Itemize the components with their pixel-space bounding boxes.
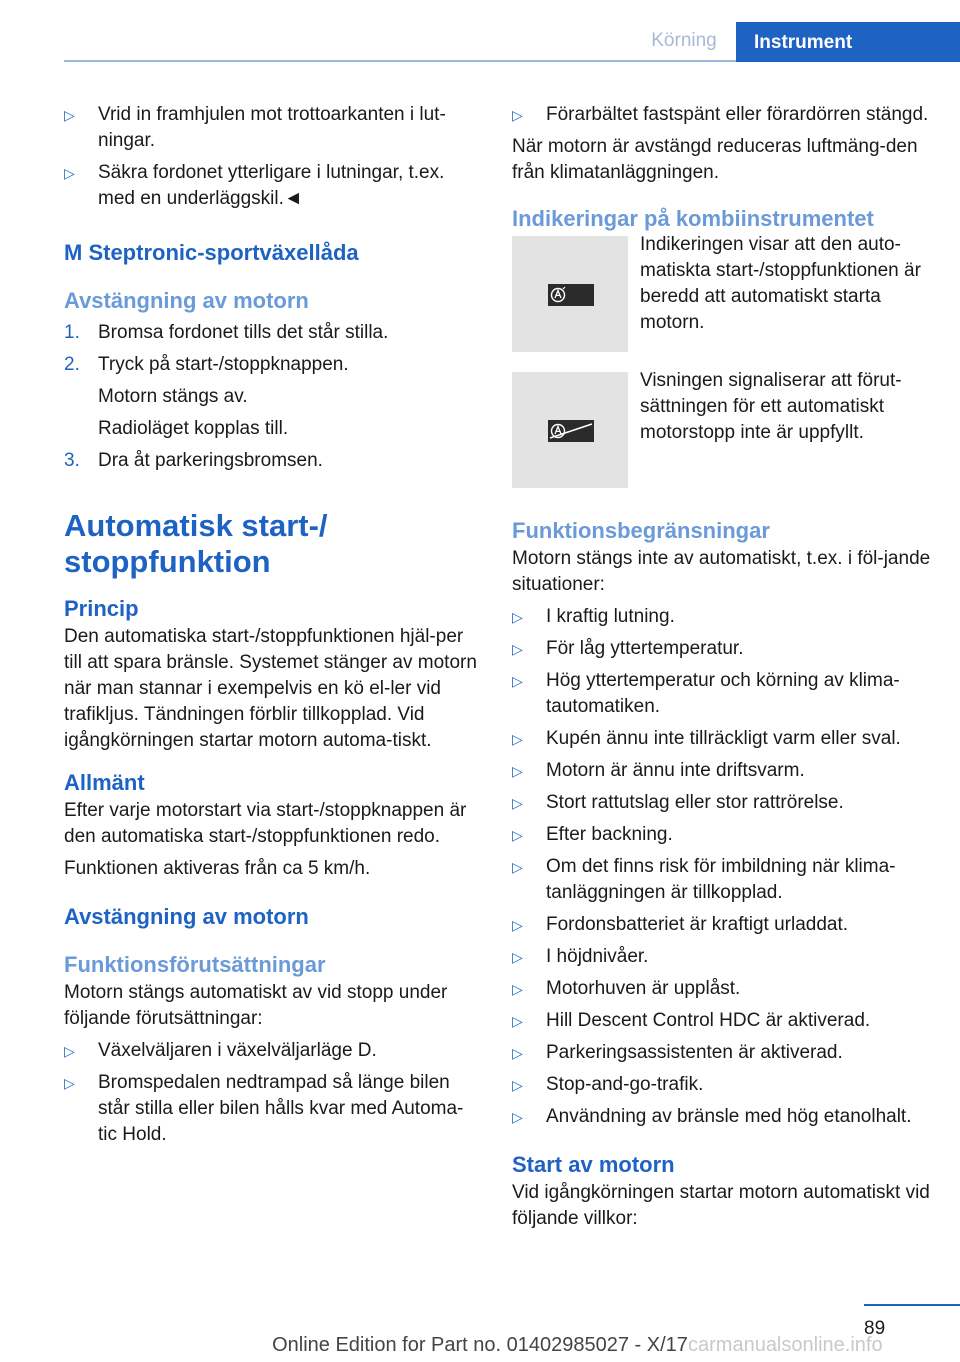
list-item: ▷ Förarbältet fastspänt eller förardörren stängd. bbox=[512, 102, 932, 128]
step-note: Radioläget kopplas till. bbox=[98, 418, 289, 439]
bullet-triangle-icon: ▷ bbox=[512, 1077, 523, 1093]
bullet-triangle-icon: ▷ bbox=[512, 673, 523, 689]
heading-allmant: Allmänt bbox=[64, 770, 145, 795]
list-item: ▷ Kupén ännu inte tillräckligt varm eller sval. bbox=[512, 726, 932, 752]
list-item: ▷ Växelväljaren i växelväljarläge D. bbox=[64, 1038, 482, 1064]
bullet-triangle-icon: ▷ bbox=[64, 1075, 75, 1091]
page-number: 89 bbox=[864, 1318, 886, 1339]
list-item: ▷ I kraftig lutning. bbox=[512, 604, 932, 630]
forut-text: Motorn stängs automatiskt av vid stopp under följande förutsättningar: bbox=[64, 982, 448, 1029]
list-item: ▷ Efter backning. bbox=[512, 822, 932, 848]
list-item: ▷ Säkra fordonet ytterligare i lutningar, t.ex. med en underläggskil.◄ bbox=[64, 162, 445, 209]
indicator-text: Indikeringen visar att den auto-matiskta start-/stoppfunktionen är beredd att automatiskt starta motorn. bbox=[640, 234, 921, 333]
heading-steptronic: M Steptronic-sportväxellåda bbox=[64, 240, 359, 265]
indicator-text: Visningen signaliserar att förut-sättningen för ett automatiskt motorstopp inte är uppfyllt. bbox=[640, 370, 902, 443]
list-item: ▷ Användning av bränsle med hög etanolhalt. bbox=[512, 1104, 932, 1130]
bullet-triangle-icon: ▷ bbox=[512, 1013, 523, 1029]
indicator-image bbox=[512, 236, 628, 352]
footer-rule bbox=[864, 1304, 960, 1306]
heading-begransningar: Funktionsbegränsningar bbox=[512, 518, 770, 543]
bullet-triangle-icon: ▷ bbox=[512, 1109, 523, 1125]
heading-forutsattningar: Funktionsförutsättningar bbox=[64, 952, 326, 977]
list-item: ▷ Vrid in framhjulen mot trottoarkanten i lut-ningar. bbox=[64, 104, 446, 151]
allmant-text: Funktionen aktiveras från ca 5 km/h. bbox=[64, 858, 371, 879]
start-stop-a-icon bbox=[548, 284, 594, 306]
main-heading: Automatisk start-/ stoppfunktion bbox=[64, 508, 328, 579]
list-item: ▷ Hög yttertemperatur och körning av klima-tautomatiken. bbox=[512, 670, 900, 717]
bullet-triangle-icon: ▷ bbox=[512, 763, 523, 779]
bullet-triangle-icon: ▷ bbox=[512, 107, 523, 123]
step-item: 1. Bromsa fordonet tills det står stilla. bbox=[64, 322, 389, 343]
heading-indikeringar: Indikeringar på kombiinstrumentet bbox=[512, 206, 874, 231]
start-stop-a-crossed-icon bbox=[548, 420, 594, 442]
right-column bbox=[512, 102, 932, 1232]
list-item: ▷ Motorhuven är upplåst. bbox=[512, 976, 932, 1002]
bullet-triangle-icon: ▷ bbox=[512, 731, 523, 747]
indicator-row bbox=[512, 236, 932, 352]
list-item: ▷ Bromspedalen nedtrampad så länge bilen står stilla eller bilen hålls kvar med Automa-tic Hold. bbox=[64, 1072, 464, 1145]
begr-text: Motorn stängs inte av automatiskt, t.ex. i föl-jande situationer: bbox=[512, 548, 931, 595]
heading-start: Start av motorn bbox=[512, 1152, 675, 1177]
left-column bbox=[64, 102, 482, 1154]
step-note: Motorn stängs av. bbox=[98, 386, 248, 407]
heading-avstangning-2: Avstängning av motorn bbox=[64, 904, 309, 929]
header-section: Körning bbox=[651, 30, 717, 51]
indicator-row bbox=[512, 372, 932, 488]
list-item: ▷ Fordonsbatteriet är kraftigt urladdat. bbox=[512, 912, 932, 938]
princip-text: Den automatiska start-/stoppfunktionen hjäl-per till att spara bränsle. Systemet stänger av motorn när man stannar i exempelvis en kö el-ler vid trafikljus. Tändningen förblir tillkopplad. Vid igångkörningen startar motorn automa-tiskt. bbox=[64, 626, 477, 751]
bullet-triangle-icon: ▷ bbox=[512, 641, 523, 657]
list-item: ▷ I höjdnivåer. bbox=[512, 944, 932, 970]
bullet-triangle-icon: ▷ bbox=[512, 827, 523, 843]
list-item: ▷ Hill Descent Control HDC är aktiverad. bbox=[512, 1008, 932, 1034]
bullet-triangle-icon: ▷ bbox=[512, 1045, 523, 1061]
luft-text: När motorn är avstängd reduceras luftmäng-den från klimatanläggningen. bbox=[512, 136, 918, 183]
list-item: ▷ Parkeringsassistenten är aktiverad. bbox=[512, 1040, 932, 1066]
bullet-triangle-icon: ▷ bbox=[512, 609, 523, 625]
bullet-triangle-icon: ▷ bbox=[512, 949, 523, 965]
list-item: ▷ Stort rattutslag eller stor rattrörelse. bbox=[512, 790, 932, 816]
bullet-triangle-icon: ▷ bbox=[512, 917, 523, 933]
bullet-triangle-icon: ▷ bbox=[512, 795, 523, 811]
bullet-triangle-icon: ▷ bbox=[64, 165, 75, 181]
bullet-triangle-icon: ▷ bbox=[512, 859, 523, 875]
indicator-image bbox=[512, 372, 628, 488]
step-item: 2. Tryck på start-/stoppknappen. bbox=[64, 354, 349, 375]
list-item: ▷ Om det finns risk för imbildning när klima-tanläggningen är tillkopplad. bbox=[512, 856, 896, 903]
list-item: ▷ Stop-and-go-trafik. bbox=[512, 1072, 932, 1098]
list-item: ▷ Motorn är ännu inte driftsvarm. bbox=[512, 758, 932, 784]
watermark: carmanualsonline.info bbox=[688, 1334, 883, 1356]
list-item: ▷ För låg yttertemperatur. bbox=[512, 636, 932, 662]
step-item: 3. Dra åt parkeringsbromsen. bbox=[64, 450, 323, 471]
header-tab: Instrument bbox=[736, 22, 960, 62]
start-text: Vid igångkörningen startar motorn automatiskt vid följande villkor: bbox=[512, 1182, 930, 1229]
bullet-triangle-icon: ▷ bbox=[64, 107, 75, 123]
footer-edition: Online Edition for Part no. 01402985027 - X/17 bbox=[272, 1334, 688, 1356]
bullet-triangle-icon: ▷ bbox=[64, 1043, 75, 1059]
allmant-text: Efter varje motorstart via start-/stoppknappen är den automatiska start-/stoppfunktionen redo. bbox=[64, 800, 467, 847]
heading-avstangning: Avstängning av motorn bbox=[64, 288, 309, 313]
bullet-triangle-icon: ▷ bbox=[512, 981, 523, 997]
heading-princip: Princip bbox=[64, 596, 139, 621]
